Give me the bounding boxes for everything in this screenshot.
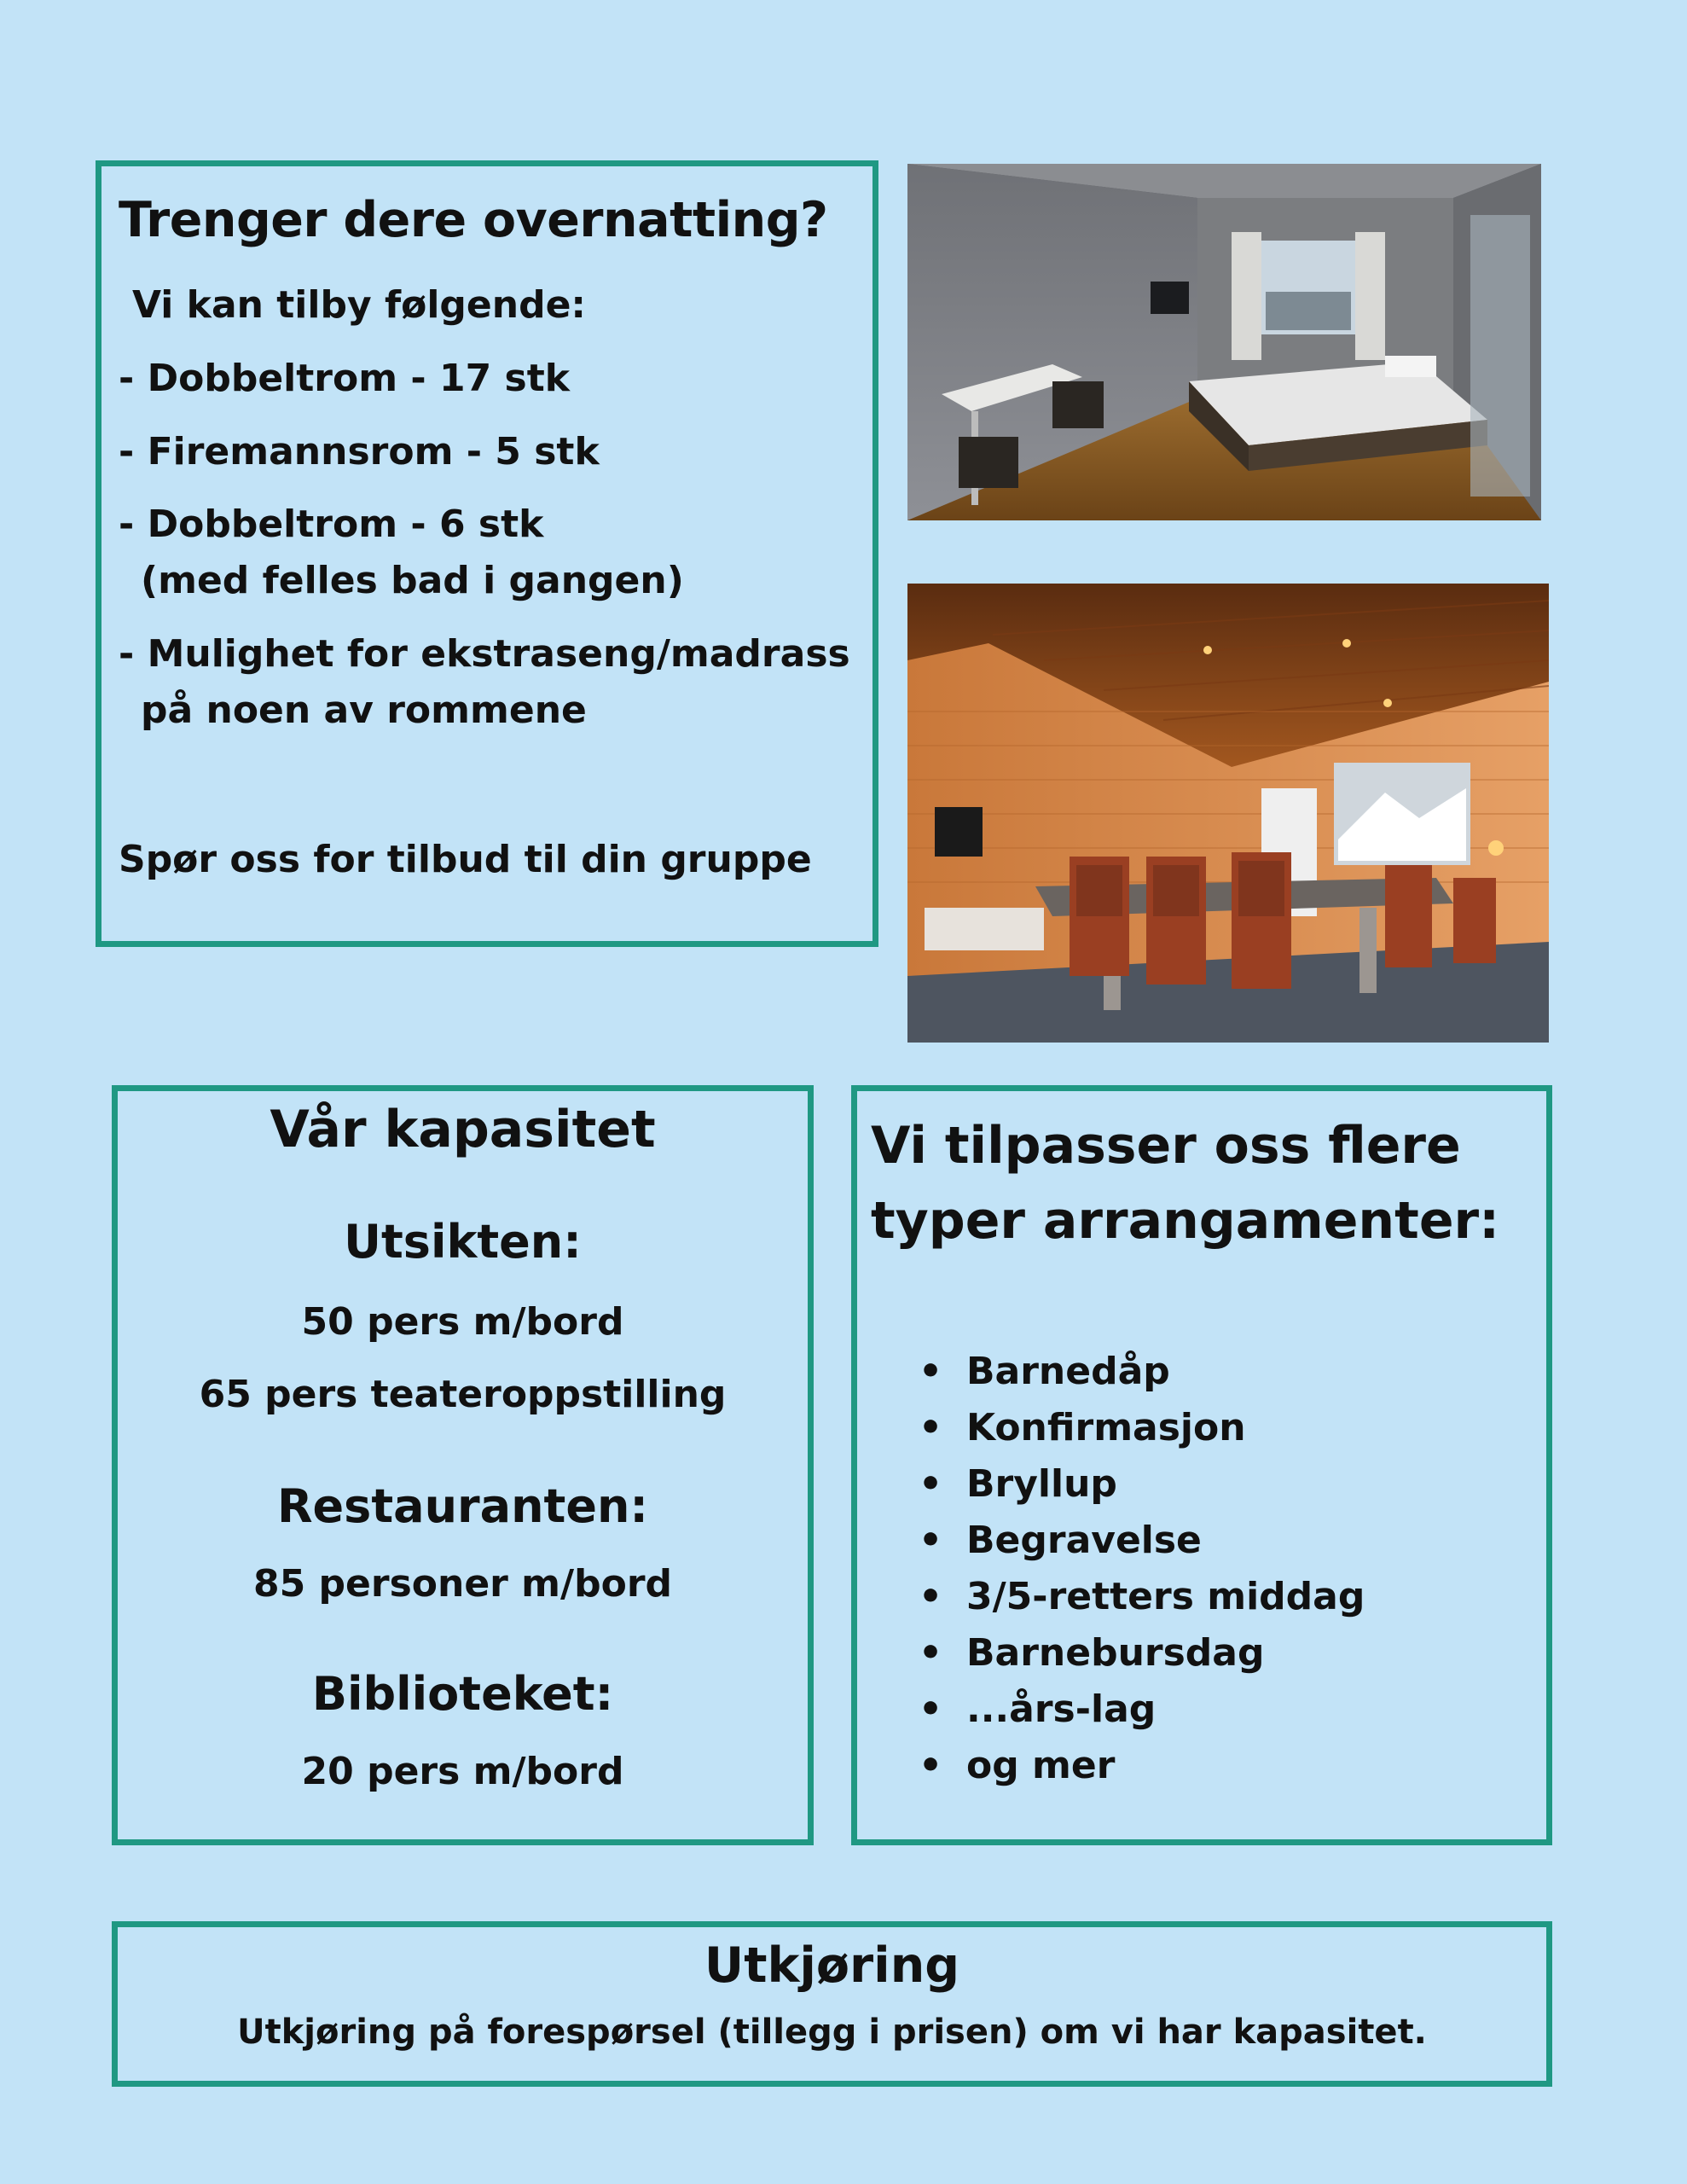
lodging-item-double-rooms-shared: - Dobbeltrom - 6 stk bbox=[119, 502, 544, 546]
events-title-line-2: typer arrangamenter: bbox=[871, 1191, 1500, 1251]
bullet: • bbox=[919, 1575, 943, 1618]
list-item: • og mer bbox=[871, 1738, 1365, 1794]
bedroom-illustration bbox=[907, 164, 1541, 520]
events-title-line-1: Vi tilpasser oss flere bbox=[871, 1116, 1461, 1176]
list-item: • 3/5-retters middag bbox=[871, 1569, 1365, 1625]
capacity-room-restauranten: Restauranten: bbox=[276, 1479, 649, 1533]
capacity-room-biblioteket: Biblioteket: bbox=[311, 1667, 614, 1721]
capacity-restauranten-line-1: 85 personer m/bord bbox=[252, 1562, 673, 1606]
events-panel bbox=[851, 1085, 1552, 1845]
lodging-item-double-rooms: - Dobbeltrom - 17 stk bbox=[119, 357, 570, 400]
lodging-intro: Vi kan tilby følgende: bbox=[132, 283, 587, 327]
delivery-title: Utkjøring bbox=[704, 1937, 960, 1994]
bullet: • bbox=[919, 1350, 943, 1393]
list-item: • Bryllup bbox=[871, 1456, 1365, 1513]
list-item: • Barnedåp bbox=[871, 1344, 1365, 1400]
bedroom-photo bbox=[907, 164, 1541, 520]
delivery-text: Utkjøring på forespørsel (tillegg i prisen) om vi har kapasitet. bbox=[237, 2013, 1427, 2052]
list-item: • Konfirmasjon bbox=[871, 1400, 1365, 1456]
bullet: • bbox=[919, 1519, 943, 1562]
lodging-item-family-rooms: - Firemannsrom - 5 stk bbox=[119, 430, 600, 473]
lodging-item-shared-bath-note: (med felles bad i gangen) bbox=[141, 559, 684, 602]
capacity-room-utsikten: Utsikten: bbox=[344, 1215, 582, 1269]
bullet: • bbox=[919, 1406, 943, 1449]
capacity-biblioteket-line-1: 20 pers m/bord bbox=[301, 1750, 624, 1793]
bullet: • bbox=[919, 1631, 943, 1675]
lodging-item-extra-bed: - Mulighet for ekstraseng/madrass bbox=[119, 632, 850, 676]
lodging-cta: Spør oss for tilbud til din gruppe bbox=[119, 838, 812, 881]
capacity-utsikten-line-2: 65 pers teateroppstilling bbox=[199, 1373, 727, 1416]
lodging-title: Trenger dere overnatting? bbox=[119, 192, 828, 248]
events-list bbox=[871, 1344, 1365, 1794]
dining-room-illustration bbox=[907, 584, 1549, 1043]
dining-room-photo bbox=[907, 584, 1549, 1043]
capacity-title: Vår kapasitet bbox=[270, 1100, 656, 1159]
lodging-panel bbox=[96, 160, 878, 947]
capacity-utsikten-line-1: 50 pers m/bord bbox=[301, 1300, 624, 1344]
list-item: • Barnebursdag bbox=[871, 1625, 1365, 1682]
delivery-panel bbox=[112, 1921, 1552, 2087]
bullet: • bbox=[919, 1687, 943, 1731]
capacity-panel bbox=[112, 1085, 814, 1845]
lodging-item-extra-bed-note: på noen av rommene bbox=[141, 688, 587, 732]
list-item: • Begravelse bbox=[871, 1513, 1365, 1569]
events-title bbox=[871, 1108, 1499, 1258]
bullet: • bbox=[919, 1744, 943, 1787]
list-item: • ...års-lag bbox=[871, 1682, 1365, 1738]
bullet: • bbox=[919, 1462, 943, 1506]
